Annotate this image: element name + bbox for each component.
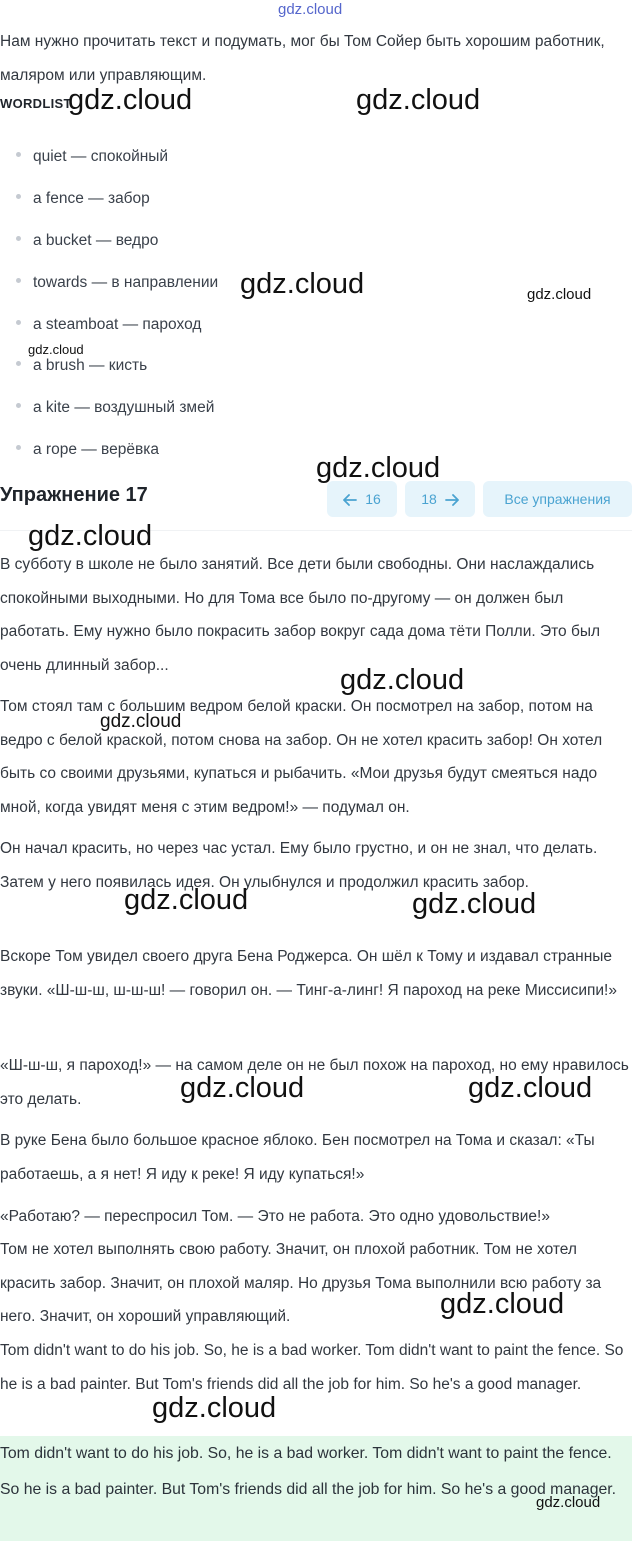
watermark: gdz.cloud: [28, 342, 84, 357]
watermark: gdz.cloud: [468, 1072, 593, 1104]
bullet-dot-icon: [16, 320, 21, 325]
watermark: gdz.cloud: [278, 1, 343, 18]
watermark: gdz.cloud: [536, 1494, 601, 1511]
watermark: gdz.cloud: [356, 84, 481, 116]
paragraph: «Работаю? — переспросил Том. — Это не работа. Это одно удовольствие!»: [0, 1208, 550, 1225]
wordlist-item: quiet — спокойный: [16, 146, 168, 168]
wordlist-title: WORDLIST: [0, 96, 72, 111]
watermark: gdz.cloud: [316, 452, 441, 484]
watermark: gdz.cloud: [28, 520, 153, 552]
bullet-dot-icon: [16, 152, 21, 157]
all-exercises-button[interactable]: Все упражнения: [483, 481, 632, 517]
wordlist-item: a rope — верёвка: [16, 439, 159, 461]
arrow-left-icon: [343, 494, 357, 506]
wordlist-item: a bucket — ведро: [16, 230, 158, 252]
watermark: gdz.cloud: [340, 664, 465, 696]
watermark: gdz.cloud: [124, 884, 249, 916]
watermark: gdz.cloud: [180, 1072, 305, 1104]
bullet-dot-icon: [16, 361, 21, 366]
paragraph: Вскоре Том увидел своего друга Бена Роджерса. Он шёл к Тому и издавал странные звуки. «Ш-ш-ш, ш-ш-ш! — говорил он. — Тинг-а-линг! Я пароход на реке Миссисипи!»: [0, 948, 617, 999]
watermark: gdz.cloud: [527, 286, 592, 303]
bullet-dot-icon: [16, 445, 21, 450]
watermark: gdz.cloud: [240, 268, 365, 300]
exercise-title: Упражнение 17: [0, 484, 148, 506]
watermark: gdz.cloud: [68, 84, 193, 116]
watermark: gdz.cloud: [152, 1392, 277, 1424]
watermark: gdz.cloud: [412, 888, 537, 920]
paragraph: «Ш-ш-ш, я пароход!» — на самом деле он не был похож на пароход, но ему нравилось это делать.: [0, 1057, 629, 1108]
paragraph: Том стоял там с большим ведром белой краски. Он посмотрел на забор, потом на ведро с белой краской, потом снова на забор. Он не хотел красить забор! Он хотел быть со своими друзьями, купаться и рыбачить. «Мои друзья будут смеяться надо мной, когда увидят меня с этим ведром!» — подумал он.: [0, 698, 603, 816]
wordlist-item: a fence — забор: [16, 188, 150, 210]
prev-exercise-button[interactable]: 16: [327, 481, 397, 517]
watermark: gdz.cloud: [100, 711, 182, 732]
watermark: gdz.cloud: [440, 1288, 565, 1320]
wordlist-item: towards — в направлении: [16, 272, 218, 294]
paragraph: Tom didn't want to do his job. So, he is a bad worker. Tom didn't want to paint the fence. So he is a bad painter. But Tom's friends did all the job for him. So he's a good manager.: [0, 1342, 624, 1393]
intro-text: Нам нужно прочитать текст и подумать, мог бы Том Сойер быть хорошим работник, маляром или управляющим.: [0, 33, 605, 84]
bullet-dot-icon: [16, 194, 21, 199]
wordlist-item: a steamboat — пароход: [16, 314, 201, 336]
paragraph: Том не хотел выполнять свою работу. Значит, он плохой работник. Том не хотел красить забор. Значит, он плохой маляр. Но друзья Тома выполнили всю работу за него. Значит, он хороший управляющий.: [0, 1241, 602, 1325]
paragraph: В руке Бена было большое красное яблоко. Бен посмотрел на Тома и сказал: «Ты работаешь, а я нет! Я иду к реке! Я иду купаться!»: [0, 1132, 595, 1183]
answer-block: [0, 1436, 632, 1541]
next-exercise-button[interactable]: 18: [405, 481, 475, 517]
paragraph: В субботу в школе не было занятий. Все дети были свободны. Они наслаждались спокойными выходными. Но для Тома все было по-другому — он должен был работать. Ему нужно было покрасить забор вокруг сада дома тёти Полли. Это был очень длинный забор...: [0, 556, 601, 674]
wordlist-item: a kite — воздушный змей: [16, 397, 214, 419]
bullet-dot-icon: [16, 403, 21, 408]
bullet-dot-icon: [16, 236, 21, 241]
answer-text: Tom didn't want to do his job. So, he is a bad worker. Tom didn't want to paint the fence. So he is a bad painter. But Tom's friends did all the job for him. So he's a good manager.: [0, 1445, 617, 1498]
paragraph: Он начал красить, но через час устал. Ему было грустно, и он не знал, что делать. Затем у него появилась идея. Он улыбнулся и продолжил красить забор.: [0, 840, 598, 891]
bullet-dot-icon: [16, 278, 21, 283]
wordlist-item: a brush — кисть: [16, 355, 147, 377]
arrow-right-icon: [445, 494, 459, 506]
